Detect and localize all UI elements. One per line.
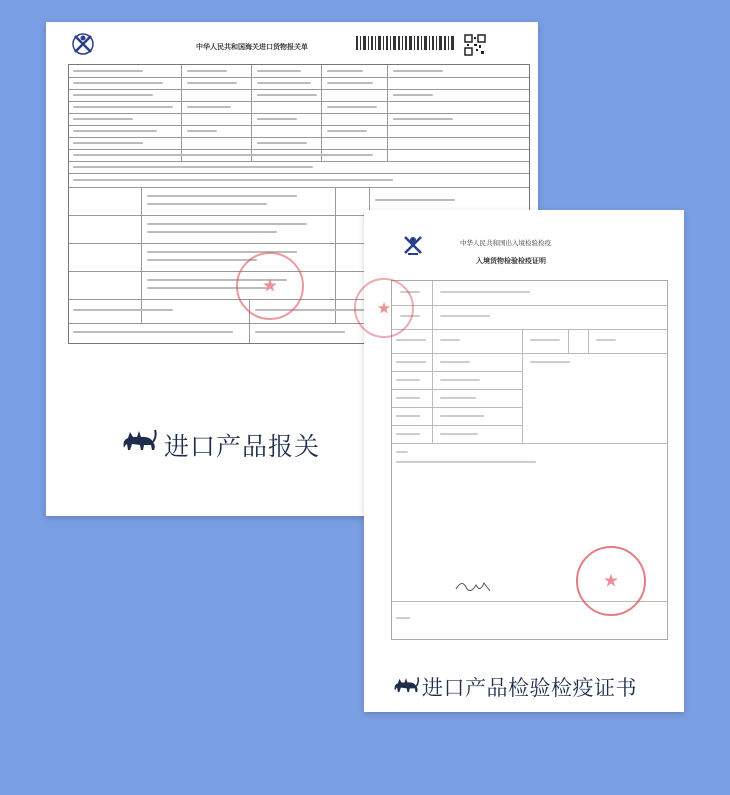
official-seal-left: ★ <box>354 278 414 338</box>
customs-emblem-icon <box>70 32 96 56</box>
official-seal-right: ★ <box>576 546 646 616</box>
document-title: 中华人民共和国海关进口货物报关单 <box>196 43 308 51</box>
official-seal: ★ <box>236 252 304 320</box>
signature <box>454 577 494 595</box>
cat-icon <box>392 674 420 694</box>
inspection-certificate-document <box>364 210 684 712</box>
cat-icon <box>120 426 158 452</box>
inspection-emblem-icon <box>400 232 426 258</box>
certificate-header: 中华人民共和国出入境检验检疫 <box>460 239 551 247</box>
barcode-icon <box>356 36 456 54</box>
customs-declaration-caption: 进口产品报关 <box>164 432 321 461</box>
certificate-subtitle: 入境货物检验检疫证明 <box>476 257 546 265</box>
inspection-certificate-caption: 进口产品检验检疫证书 <box>422 676 637 700</box>
qr-code-icon <box>464 34 486 56</box>
